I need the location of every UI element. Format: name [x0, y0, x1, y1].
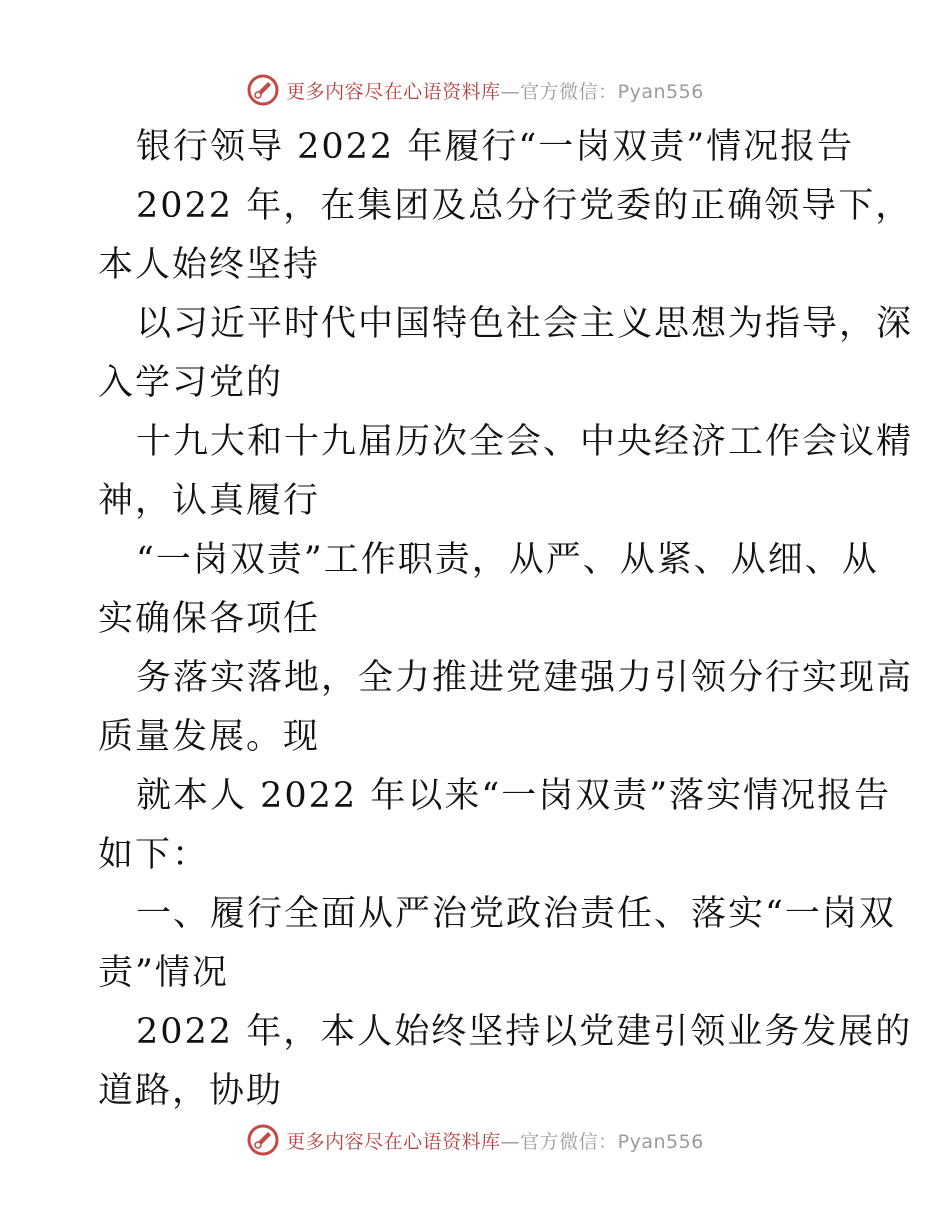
logo-icon	[246, 1123, 280, 1157]
paragraph-1	[98, 177, 913, 295]
paragraph-line: 以习近平时代中国特色社会主义思想为指导，深	[136, 304, 914, 344]
banner-gray-text: —官方微信：Pyan556	[500, 1130, 704, 1153]
logo-icon	[246, 73, 280, 107]
header-banner	[0, 70, 950, 110]
document-body	[98, 118, 914, 1121]
paragraph-line: 入学习党的	[98, 363, 284, 403]
paragraph-line: 本人始终坚持	[98, 245, 321, 285]
paragraph-line: 一、履行全面从严治党政治责任、落实“一岗双	[136, 894, 896, 934]
paragraph-line: 十九大和十九届历次全会、中央经济工作会议精	[136, 422, 914, 462]
footer-banner	[0, 1120, 950, 1160]
paragraph-2	[98, 295, 914, 413]
banner-red-text: 更多内容尽在心语资料库	[286, 80, 501, 103]
paragraph-line: 2022 年，本人始终坚持以党建引领业务发展的	[136, 1012, 913, 1052]
paragraph-line: 神，认真履行	[98, 481, 321, 521]
paragraph-line: 如下：	[98, 835, 210, 875]
paragraph-line: 实确保各项任	[98, 599, 321, 639]
section-heading-1	[98, 885, 896, 1003]
paragraph-4	[98, 531, 879, 649]
paragraph-7	[98, 1003, 913, 1121]
paragraph-line: “一岗双责”工作职责，从严、从紧、从细、从	[136, 540, 879, 580]
document-title: 银行领导 2022 年履行“一岗双责”情况报告	[136, 127, 855, 167]
paragraph-3	[98, 413, 914, 531]
banner-gray-text: —官方微信：Pyan556	[500, 80, 704, 103]
paragraph-line: 就本人 2022 年以来“一岗双责”落实情况报告	[136, 776, 892, 816]
paragraph-line: 务落实落地，全力推进党建强力引领分行实现高	[136, 658, 914, 698]
paragraph-line: 道路，协助	[98, 1071, 284, 1111]
paragraph-line: 质量发展。现	[98, 717, 321, 757]
paragraph-line: 2022 年，在集团及总分行党委的正确领导下，	[136, 186, 913, 226]
paragraph-5	[98, 649, 914, 767]
paragraph-6	[98, 767, 892, 885]
paragraph-line: 责”情况	[98, 953, 229, 993]
banner-red-text: 更多内容尽在心语资料库	[286, 1130, 501, 1153]
